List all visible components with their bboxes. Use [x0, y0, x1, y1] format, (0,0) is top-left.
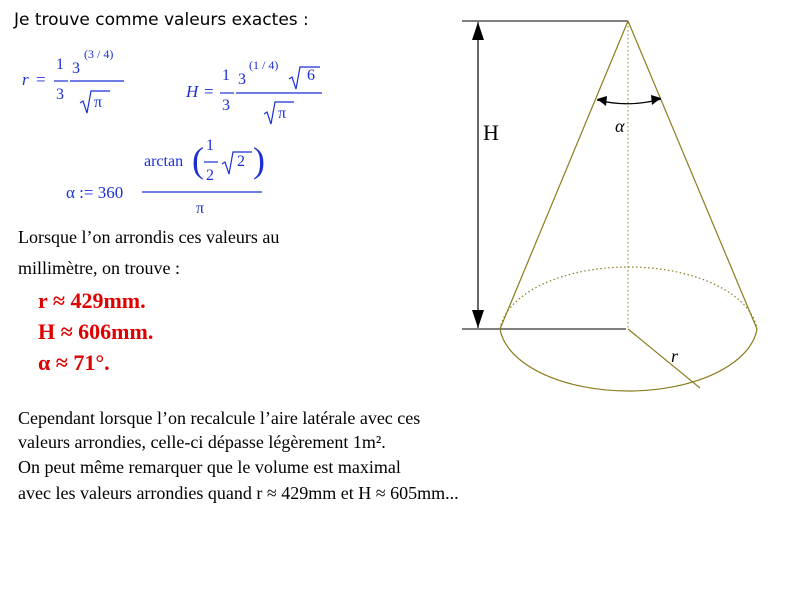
result-h: H ≈ 606mm.	[38, 319, 154, 344]
radius-label: r	[671, 346, 679, 366]
formula-alpha-inner-num: 1	[206, 137, 214, 154]
formula-r-exponent: (3 / 4)	[84, 47, 114, 61]
remark-line-1: Cependant lorsque l’on recalcule l’aire latérale avec ces	[18, 408, 421, 428]
height-arrow-top	[472, 22, 484, 40]
formula-alpha-inner-den: 2	[206, 167, 214, 184]
cone-right-edge	[628, 21, 757, 329]
intro-text: Je trouve comme valeurs exactes :	[14, 10, 309, 30]
angle-arrow-left	[597, 96, 607, 106]
formula-alpha-paren-right: )	[253, 140, 265, 180]
formula-alpha-lhs: α := 360	[66, 183, 124, 202]
formula-alpha-func: arctan	[144, 153, 184, 170]
formula-alpha-den: π	[196, 200, 205, 217]
formula-r-frac-den: 3	[56, 86, 64, 103]
rounding-line-1: Lorsque l’on arrondis ces valeurs au	[18, 227, 280, 247]
formula-r-eq: =	[36, 70, 46, 89]
formula-alpha-inner-radicand: 2	[237, 153, 245, 170]
height-arrow-bottom	[472, 310, 484, 328]
angle-label: α	[615, 116, 625, 136]
height-label: H	[483, 120, 499, 145]
remark-line-4: avec les valeurs arrondies quand r ≈ 429mm et H ≈ 605mm...	[18, 483, 459, 503]
cone-base-front	[500, 329, 757, 391]
remark-line-3: On peut même remarquer que le volume est maximal	[18, 457, 401, 477]
remark-line-2: valeurs arrondies, celle-ci dépasse légèrement 1m².	[18, 432, 386, 452]
formula-r-den-radicand: π	[94, 94, 103, 111]
result-alpha: α ≈ 71°.	[38, 350, 110, 375]
formula-h-exponent: (1 / 4)	[249, 58, 279, 72]
formula-h-num-radicand: 6	[307, 67, 315, 84]
result-r: r ≈ 429mm.	[38, 288, 146, 313]
formula-h-den-radicand: π	[278, 105, 287, 122]
radius-line	[628, 329, 700, 388]
formula-r-base: 3	[72, 60, 80, 77]
formula-h-eq: =	[204, 82, 214, 101]
cone-left-edge	[500, 21, 628, 329]
formula-h-frac-den: 3	[222, 97, 230, 114]
formula-h-base: 3	[238, 71, 246, 88]
rounding-line-2: millimètre, on trouve :	[18, 258, 180, 278]
formula-h-frac-num: 1	[222, 67, 230, 84]
formula-alpha-paren-left: (	[192, 140, 204, 180]
formula-h-lhs: H	[186, 82, 199, 101]
cone-base-back	[500, 267, 757, 329]
formula-r-lhs: r	[22, 70, 29, 89]
formula-r-frac-num: 1	[56, 56, 64, 73]
